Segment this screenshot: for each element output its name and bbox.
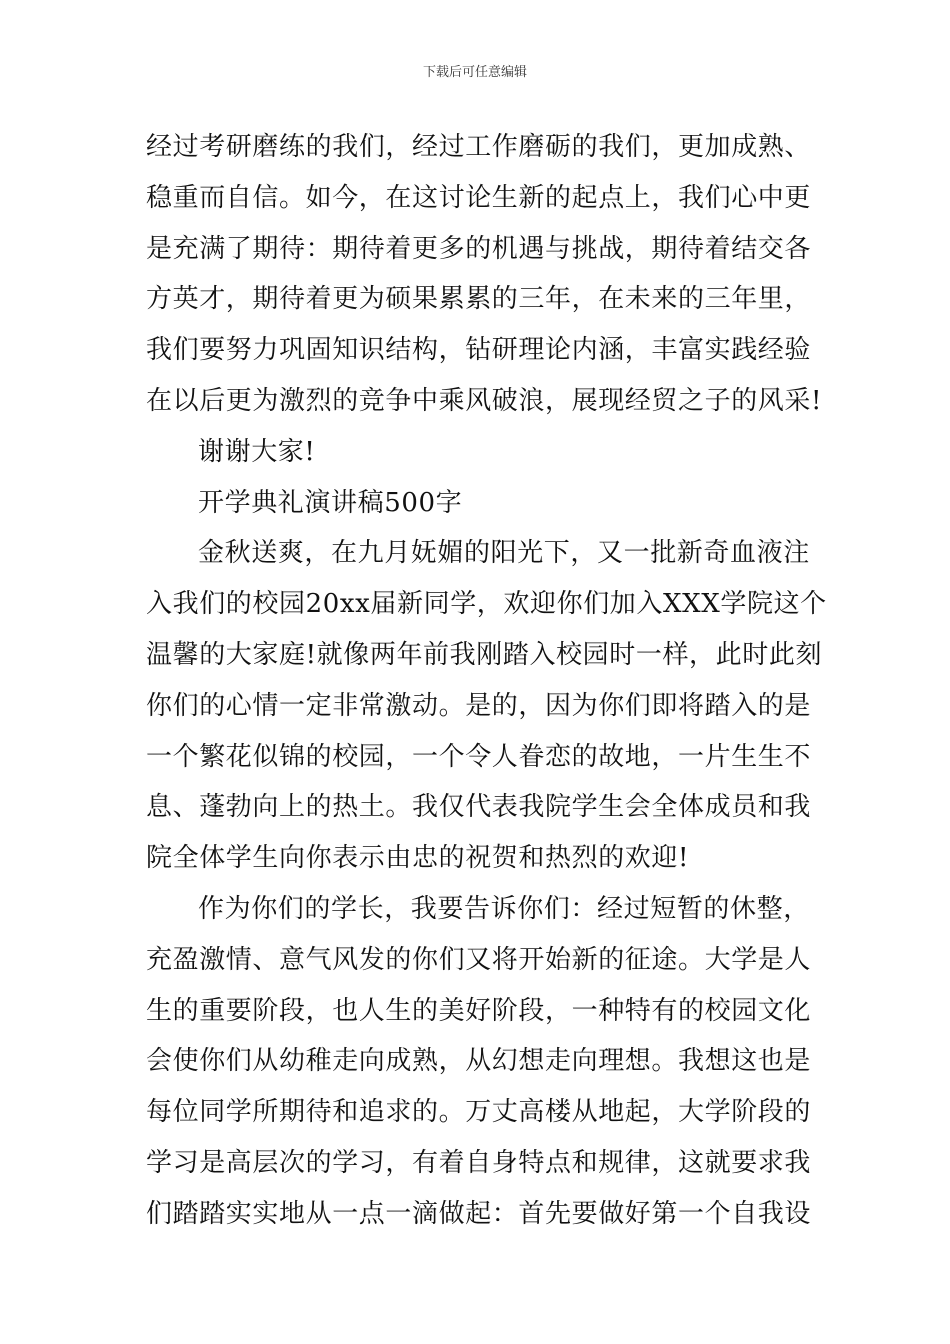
text-line: 们踏踏实实地从一点一滴做起：首先要做好第一个自我设 [146,1198,812,1229]
text-line: 方英才，期待着更为硕果累累的三年，在未来的三年里， [146,284,812,315]
text-line: 谢谢大家! [198,436,316,467]
text-line: 稳重而自信。如今，在这讨论生新的起点上，我们心中更 [146,182,812,213]
text-line: 息、蓬勃向上的热土。我仅代表我院学生会全体成员和我 [146,792,812,823]
text-line: 学习是高层次的学习，有着自身特点和规律，这就要求我 [146,1147,812,1178]
text-line: 会使你们从幼稚走向成熟，从幻想走向理想。我想这也是 [146,1046,812,1077]
page-header: 下载后可任意编辑 [422,65,527,80]
text-line: 每位同学所期待和追求的。万丈高楼从地起，大学阶段的 [146,1097,812,1128]
document-body [146,122,827,1240]
text-line: 在以后更为激烈的竞争中乘风破浪，展现经贸之子的风采! [146,385,823,416]
text-line: 经过考研磨练的我们，经过工作磨砺的我们，更加成熟、 [146,132,812,162]
text-line: 你们的心情一定非常激动。是的，因为你们即将踏入的是 [146,690,812,721]
text-line: 是充满了期待：期待着更多的机遇与挑战，期待着结交各 [146,233,812,264]
text-line: 我们要努力巩固知识结构，钻研理论内涵，丰富实践经验 [146,335,812,366]
text-line: 作为你们的学长，我要告诉你们：经过短暂的休整， [198,893,810,924]
text-line: 金秋送爽，在九月妩媚的阳光下，又一批新奇血液注 [198,538,810,569]
section-title: 开学典礼演讲稿500字 [198,487,463,518]
text-line: 一个繁花似锦的校园，一个令人眷恋的故地，一片生生不 [146,741,812,772]
text-line: 院全体学生向你表示由忠的祝贺和热烈的欢迎! [146,843,690,874]
text-line: 充盈激情、意气风发的你们又将开始新的征途。大学是人 [146,944,812,975]
text-line: 生的重要阶段，也人生的美好阶段，一种特有的校园文化 [146,995,812,1026]
text-line: 入我们的校园20xx届新同学，欢迎你们加入XXX学院这个 [146,589,827,620]
text-line: 温馨的大家庭!就像两年前我刚踏入校园时一样，此时此刻 [146,639,823,670]
